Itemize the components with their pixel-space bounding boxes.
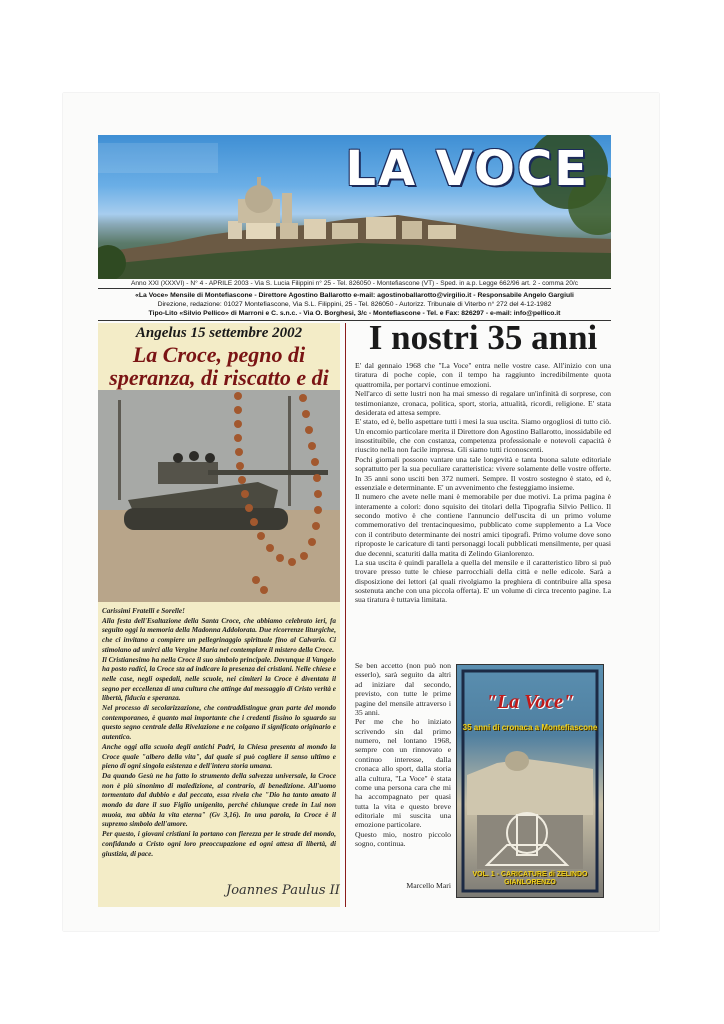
angelus-paragraph: Carissimi Fratelli e Sorelle! xyxy=(102,607,185,615)
credits-line-3: Tipo-Lito «Silvio Pellico» di Marroni e C. s.n.c. - Via O. Borghesi, 3/c - Montefiascone - Tel. e Fax: 826297 - e-mail: info@pellico.it xyxy=(148,310,561,317)
anniversary-paragraph: E' stato, ed è, bello aspettare tutti i mesi la sua uscita. Siamo orgogliosi di tutto ciò. Un encomio particolare merita il Direttore don Agostino Ballarotto, inossidabile ed insostituibile, che con costanza, competenza professionale e notevoli capacità è riuscito nella non facile impresa. Gli siamo tutti riconoscenti. xyxy=(355,417,611,455)
book-title: "La Voce" xyxy=(485,691,575,713)
credits-line-1: «La Voce» Mensile di Montefiascone - Direttore Agostino Ballarotto e-mail: agostinoballarotto@virgilio.it - Responsabile Angelo Gargiuli xyxy=(135,292,574,299)
issue-info-line: Anno XXI (XXXVI) - N° 4 - APRILE 2003 - Via S. Lucia Filippini n° 25 - Tel. 826050 - Montefiascone (VT) - Sped. in a.p. Legge 662/96 art. 2 - comma 20/c xyxy=(130,280,579,287)
anniversary-body-narrow xyxy=(355,661,451,849)
book-cover-image xyxy=(456,664,604,898)
anniversary-body xyxy=(355,361,611,605)
anniversary-paragraph: Nell'arco di sette lustri non ha mai smesso di regalare un'infinità di sorprese, con testimonianze, cronaca, politica, sport, storia, attualità, ricordi, religione. E' stata desiderata ed attesa sempre. xyxy=(355,389,611,417)
anniversary-paragraph: La sua uscita è quindi parallela a quella del mensile e il caratteristico libro si può trovare presso tutte le chiese parrocchiali della città e nelle edicole. Sarà a disposizione dei lettori (al quali rivolgiamo la preghiera di contribuire alla spesa sostenuta anche con una piccola offerta). E' un volume di circa trecento pagine. La sua tiratura è tuttavia limitata. xyxy=(355,557,611,605)
masthead-logo: LA VOCE xyxy=(345,141,589,197)
tank-rosary-photo xyxy=(98,390,340,602)
angelus-paragraph: Il Cristianesimo ha nella Croce il suo simbolo principale. Dovunque il Vangelo ha posto radici, la Croce sta ad indicare la presenza dei cristiani. Nelle chiese e nelle case, negli ospedali, nelle scuole, nei cimiteri la Croce è diventata il segno per eccellenza di una cultura che attinge dal messaggio di Cristo verità e libertà, fiducia e speranza. xyxy=(102,655,336,703)
masthead-photo xyxy=(98,135,611,279)
angelus-paragraph: Da quando Gesù ne ha fatto lo strumento della salvezza universale, la Croce non è più sinonimo di maledizione, al contrario, di benedizione. All'uomo tormentato dal dubbio e dal peccato, essa rivela che "Dio ha tanto amato il mondo da dare il suo Figlio unigenito, perché chiunque crede in Lui non muoia, ma abbia la vita eterna" (Gv 3,16). In una parola, la Croce è il supremo simbolo dell'amore. xyxy=(102,771,336,829)
angelus-headline: La Croce, pegno di speranza, di riscatto e di xyxy=(109,342,329,390)
divider-top xyxy=(98,288,611,289)
anniversary-paragraph: Pochi giornali possono vantare una tale longevità e tanta buona salute editoriale soprattutto per la sua peculiare caratteristica: vivere solamente delle vostre offerte. In 35 anni sono usciti ben 372 numeri. Sempre. Il vostro sostegno è stato, ed è, essenziale e determinante. E' un avvenimento che festeggiamo insieme. xyxy=(355,454,611,492)
angelus-kicker: Angelus 15 settembre 2002 xyxy=(135,325,303,341)
anniversary-paragraph: Se ben accetto (non può non esserlo), sarà seguito da altri ad iniziare dal secondo, previsto, con tutte le prime pagine del mensile attraverso i 35 anni. xyxy=(355,661,451,717)
anniversary-paragraph: Per me che ho iniziato scrivendo sin dal primo numero, nel lontano 1968, sempre con un rinnovato e continuo interesse, dalla cronaca allo sport, dalla storia alla cultura, "La Voce" è stata come una persona cara che mi ha accompagnato per quasi tutta la vita e questo breve editoriale mi suscita una emozione particolare. xyxy=(355,717,451,830)
anniversary-paragraph: Questo mio, nostro piccolo sogno, continua. xyxy=(355,829,451,849)
publication-credits xyxy=(98,291,611,318)
angelus-paragraph: Alla festa dell'Esaltazione della Santa Croce, che abbiamo celebrato ieri, fa seguito oggi la memoria della Madonna Addolorata. Due ricorrenze liturgiche, che ci invitano a compiere un pellegrinaggio spirituale fino al Calvario. Ci stimolano ad unirci alla Vergine Maria nel contemplare il mistero della Croce. xyxy=(102,616,336,654)
anniversary-paragraph: Il numero che avete nelle mani è memorabile per due motivi. La prima pagina è interamente a colori: dono squisito dei titolari della Tipografia Silvio Pellico. Il secondo motivo è che contiene l'annuncio dell'uscita di un primo volume commemorativo del trentacinquesimo, pubblicato come supplemento a La Voce con il contributo determinante dei nostri amici tipografi. Primo volume dove sono riproposte le caricature di tanti personaggi locali pubblicati mensilmente, per quasi due decenni, scaturiti dalla matita di Zelindo Gianlorenzo. xyxy=(355,492,611,558)
book-subtitle: 35 anni di cronaca a Montefiascone xyxy=(462,723,598,732)
anniversary-paragraph: E' dal gennaio 1968 che "La Voce" entra nelle vostre case. All'inizio con una tiratura di poche copie, con il tempo ha raggiunto incredibilmente quota quattromila, per portarvi continue emozioni. xyxy=(355,361,611,389)
tank-rosary-illustration xyxy=(98,390,340,602)
angelus-paragraph: Anche oggi alla scuola degli antichi Padri, la Chiesa presenta al mondo la Croce quale "albero della vita", dal quale si può cogliere il senso ultimo e pieno di ogni singola esistenza e dell'intera storia umana. xyxy=(102,742,336,771)
article-author: Marcello Mari xyxy=(406,881,451,890)
anniversary-headline: I nostri 35 anni xyxy=(368,318,598,357)
angelus-paragraph: Per questo, i giovani cristiani la portano con fierezza per le strade del mondo, confidando a Cristo ogni loro preoccupazione ed ogni attesa di libertà, di giustizia, di pace. xyxy=(102,830,336,858)
angelus-body xyxy=(102,607,336,859)
papal-signature: Joannes Paulus II xyxy=(226,883,340,898)
book-volume-label: VOL. 1 - CARICATURE di ZELINDO GIANLORENZO xyxy=(472,871,588,886)
column-divider xyxy=(345,323,346,907)
credits-line-2: Direzione, redazione: 01027 Montefiascone, Via S.L. Filippini, 25 - Tel. 826050 - Autorizz. Tribunale di Viterbo n° 272 del 4-12-1982 xyxy=(157,301,552,308)
angelus-paragraph: Nel processo di secolarizzazione, che contraddistingue gran parte del mondo contemporaneo, è quanto mai importante che i credenti fissino lo sguardo su questo segno centrale della Rivelazione e ne colgano il significato originario e autentico. xyxy=(102,704,336,742)
